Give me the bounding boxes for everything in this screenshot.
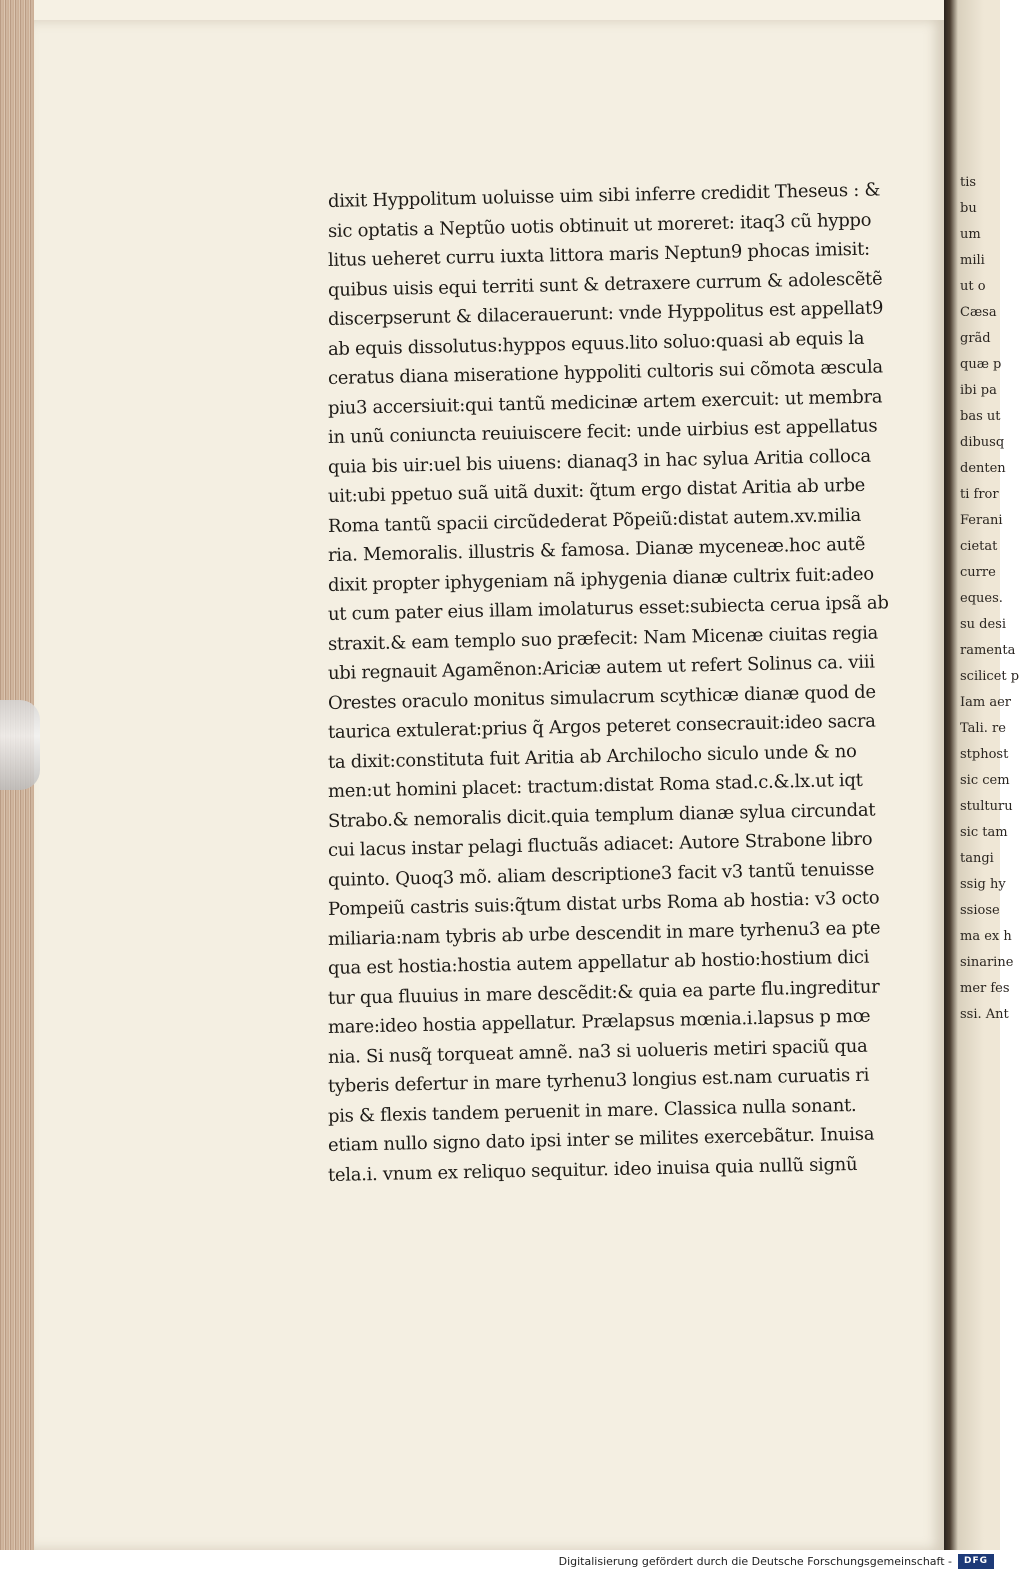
facing-text-fragment: denten <box>960 461 1006 476</box>
facing-text-fragment: ssig hy <box>960 877 1006 892</box>
facing-text-fragment: sinarine <box>960 955 1014 970</box>
facing-text-fragment: grãd <box>960 331 991 346</box>
facing-text-fragment: curre <box>960 565 996 580</box>
text-line: men:ut homini placet: tractum:distat Roma stad.c.&.lx.ut iqt <box>327 769 863 802</box>
text-line: straxit.& eam templo suo præfecit: Nam Micenæ ciuitas regia <box>327 621 879 655</box>
text-line: miliaria:nam tybris ab urbe descendit in mare tyrhenu3 ea pte <box>327 916 881 950</box>
facing-text-fragment: tangi <box>960 851 994 866</box>
dfg-logo: DFG <box>958 1554 994 1569</box>
text-line: quia bis uir:uel bis uiuens: dianaq3 in hac sylua Aritia colloca <box>327 445 871 478</box>
facing-text-fragment: eques. <box>960 591 1003 606</box>
facing-text-fragment: bu <box>960 201 977 216</box>
funding-credit: Digitalisierung gefördert durch die Deutsche Forschungsgemeinschaft - <box>558 1555 952 1568</box>
text-line: tyberis defertur in mare tyrhenu3 longius est.nam curuatis ri <box>327 1064 870 1097</box>
text-line: ria. Memoralis. illustris & famosa. Dianæ myceneæ.hoc autẽ <box>327 533 866 566</box>
text-line: dixit Hyppolitum uoluisse uim sibi inferre credidit Theseus : & <box>327 179 881 212</box>
facing-text-fragment: Ferani <box>960 513 1003 528</box>
text-line: Strabo.& nemoralis dicit.quia templum dianæ sylua circundat <box>327 799 876 832</box>
text-line: uit:ubi ppetuo suã uitã duxit: q̃tum ergo distat Aritia ab urbe <box>327 474 866 507</box>
text-line: pis & flexis tandem peruenit in mare. Classica nulla sonant. <box>327 1094 857 1127</box>
text-line: etiam nullo signo dato ipsi inter se milites exercebãtur. Inuisa <box>327 1123 875 1156</box>
facing-text-fragment: su desi <box>960 617 1007 632</box>
facing-text-fragment: ma ex h <box>960 929 1012 944</box>
text-line: ut cum pater eius illam imolaturus esset:subiecta cerua ipsã ab <box>327 592 889 625</box>
facing-text-fragment: ramenta <box>960 643 1016 658</box>
printed-text-block <box>327 179 928 1190</box>
text-line: quibus uisis equi territi sunt & detraxere currum & adolescẽtẽ <box>327 267 883 301</box>
facing-text-fragment: ut o <box>960 279 986 294</box>
facing-text-fragment: Tali. re <box>960 721 1006 736</box>
facing-text-fragment: stulturu <box>960 799 1013 814</box>
facing-text-fragment: um <box>960 227 981 242</box>
facing-text-fragment: mili <box>960 253 985 268</box>
text-line: cui lacus instar pelagi fluctuãs adiacet: Autore Strabone libro <box>327 828 873 861</box>
facing-text-fragment: Cæsa <box>960 305 997 320</box>
text-line: discerpserunt & dilacerauerunt: vnde Hyppolitus est appellat9 <box>327 297 884 330</box>
text-line: ceratus diana miseratione hyppoliti cultoris sui cõmota æscula <box>327 356 884 389</box>
facing-page-text <box>960 170 1019 1028</box>
text-line: Pompeiũ castris suis:q̃tum distat urbs Roma ab hostia: v3 octo <box>327 887 880 920</box>
facing-text-fragment: Iam aer <box>960 695 1012 710</box>
text-line: ta dixit:constituta fuit Aritia ab Archilocho siculo unde & no <box>327 740 857 773</box>
facing-text-fragment: cietat <box>960 539 998 554</box>
facing-text-fragment: ibi pa <box>960 383 997 398</box>
facing-text-fragment: sic cem <box>960 773 1010 788</box>
facing-text-fragment: tis <box>960 175 977 190</box>
facing-text-fragment: mer fes <box>960 981 1010 996</box>
text-line: litus ueheret curru iuxta littora maris Neptun9 phocas imisit: <box>327 238 871 271</box>
facing-text-fragment: scilicet p <box>960 669 1019 684</box>
facing-text-fragment: bas ut <box>960 409 1001 424</box>
facing-text-fragment: ti fror <box>960 487 999 502</box>
text-line: in unũ coniuncta reuiuiscere fecit: unde uirbius est appellatus <box>327 415 878 448</box>
facing-text-fragment: ssiose <box>960 903 1000 918</box>
text-line: nia. Si nusq̃ torqueat amnẽ. na3 si uolueris metiri spaciũ qua <box>327 1035 868 1068</box>
text-line: quinto. Quoq3 mõ. aliam descriptione3 facit v3 tantũ tenuisse <box>327 858 875 891</box>
text-line: Roma tantũ spacii circũdederat Põpeiũ:distat autem.xv.milia <box>327 504 862 537</box>
facing-text-fragment: quæ p <box>960 357 1002 372</box>
text-line: dixit propter iphygeniam nã iphygenia dianæ cultrix fuit:adeo <box>327 563 874 596</box>
facing-text-fragment: ssi. Ant <box>960 1007 1009 1022</box>
text-line: piu3 accersiuit:qui tantũ medicinæ artem exercuit: ut membra <box>327 385 883 419</box>
text-line: tela.i. vnum ex reliquo sequitur. ideo inuisa quia nullũ signũ <box>327 1153 858 1186</box>
facing-text-fragment: sic tam <box>960 825 1008 840</box>
text-line: ubi regnauit Agamẽnon:Ariciæ autem ut refert Solinus ca. viii <box>327 651 875 684</box>
text-line: ab equis dissolutus:hyppos equus.lito soluo:quasi ab equis la <box>327 327 865 360</box>
facing-text-fragment: dibusq <box>960 435 1005 450</box>
text-line: tur qua fluuius in mare descẽdit:& quia ea parte flu.ingreditur <box>327 975 880 1009</box>
text-line: qua est hostia:hostia autem appellatur ab hostio:hostium dici <box>327 946 870 979</box>
text-line: sic optatis a Neptũo uotis obtinuit ut moreret: itaq3 cũ hyppo <box>327 209 872 242</box>
binding-clip <box>0 700 40 790</box>
text-line: mare:ideo hostia appellatur. Prælapsus mœnia.i.lapsus p mœ <box>327 1005 871 1038</box>
text-line: Orestes oraculo monitus simulacrum scythicæ dianæ quod de <box>327 681 876 714</box>
text-line: taurica extulerat:prius q̃ Argos peteret consecrauit:ideo sacra <box>327 710 876 743</box>
facing-text-fragment: stphost <box>960 747 1009 762</box>
